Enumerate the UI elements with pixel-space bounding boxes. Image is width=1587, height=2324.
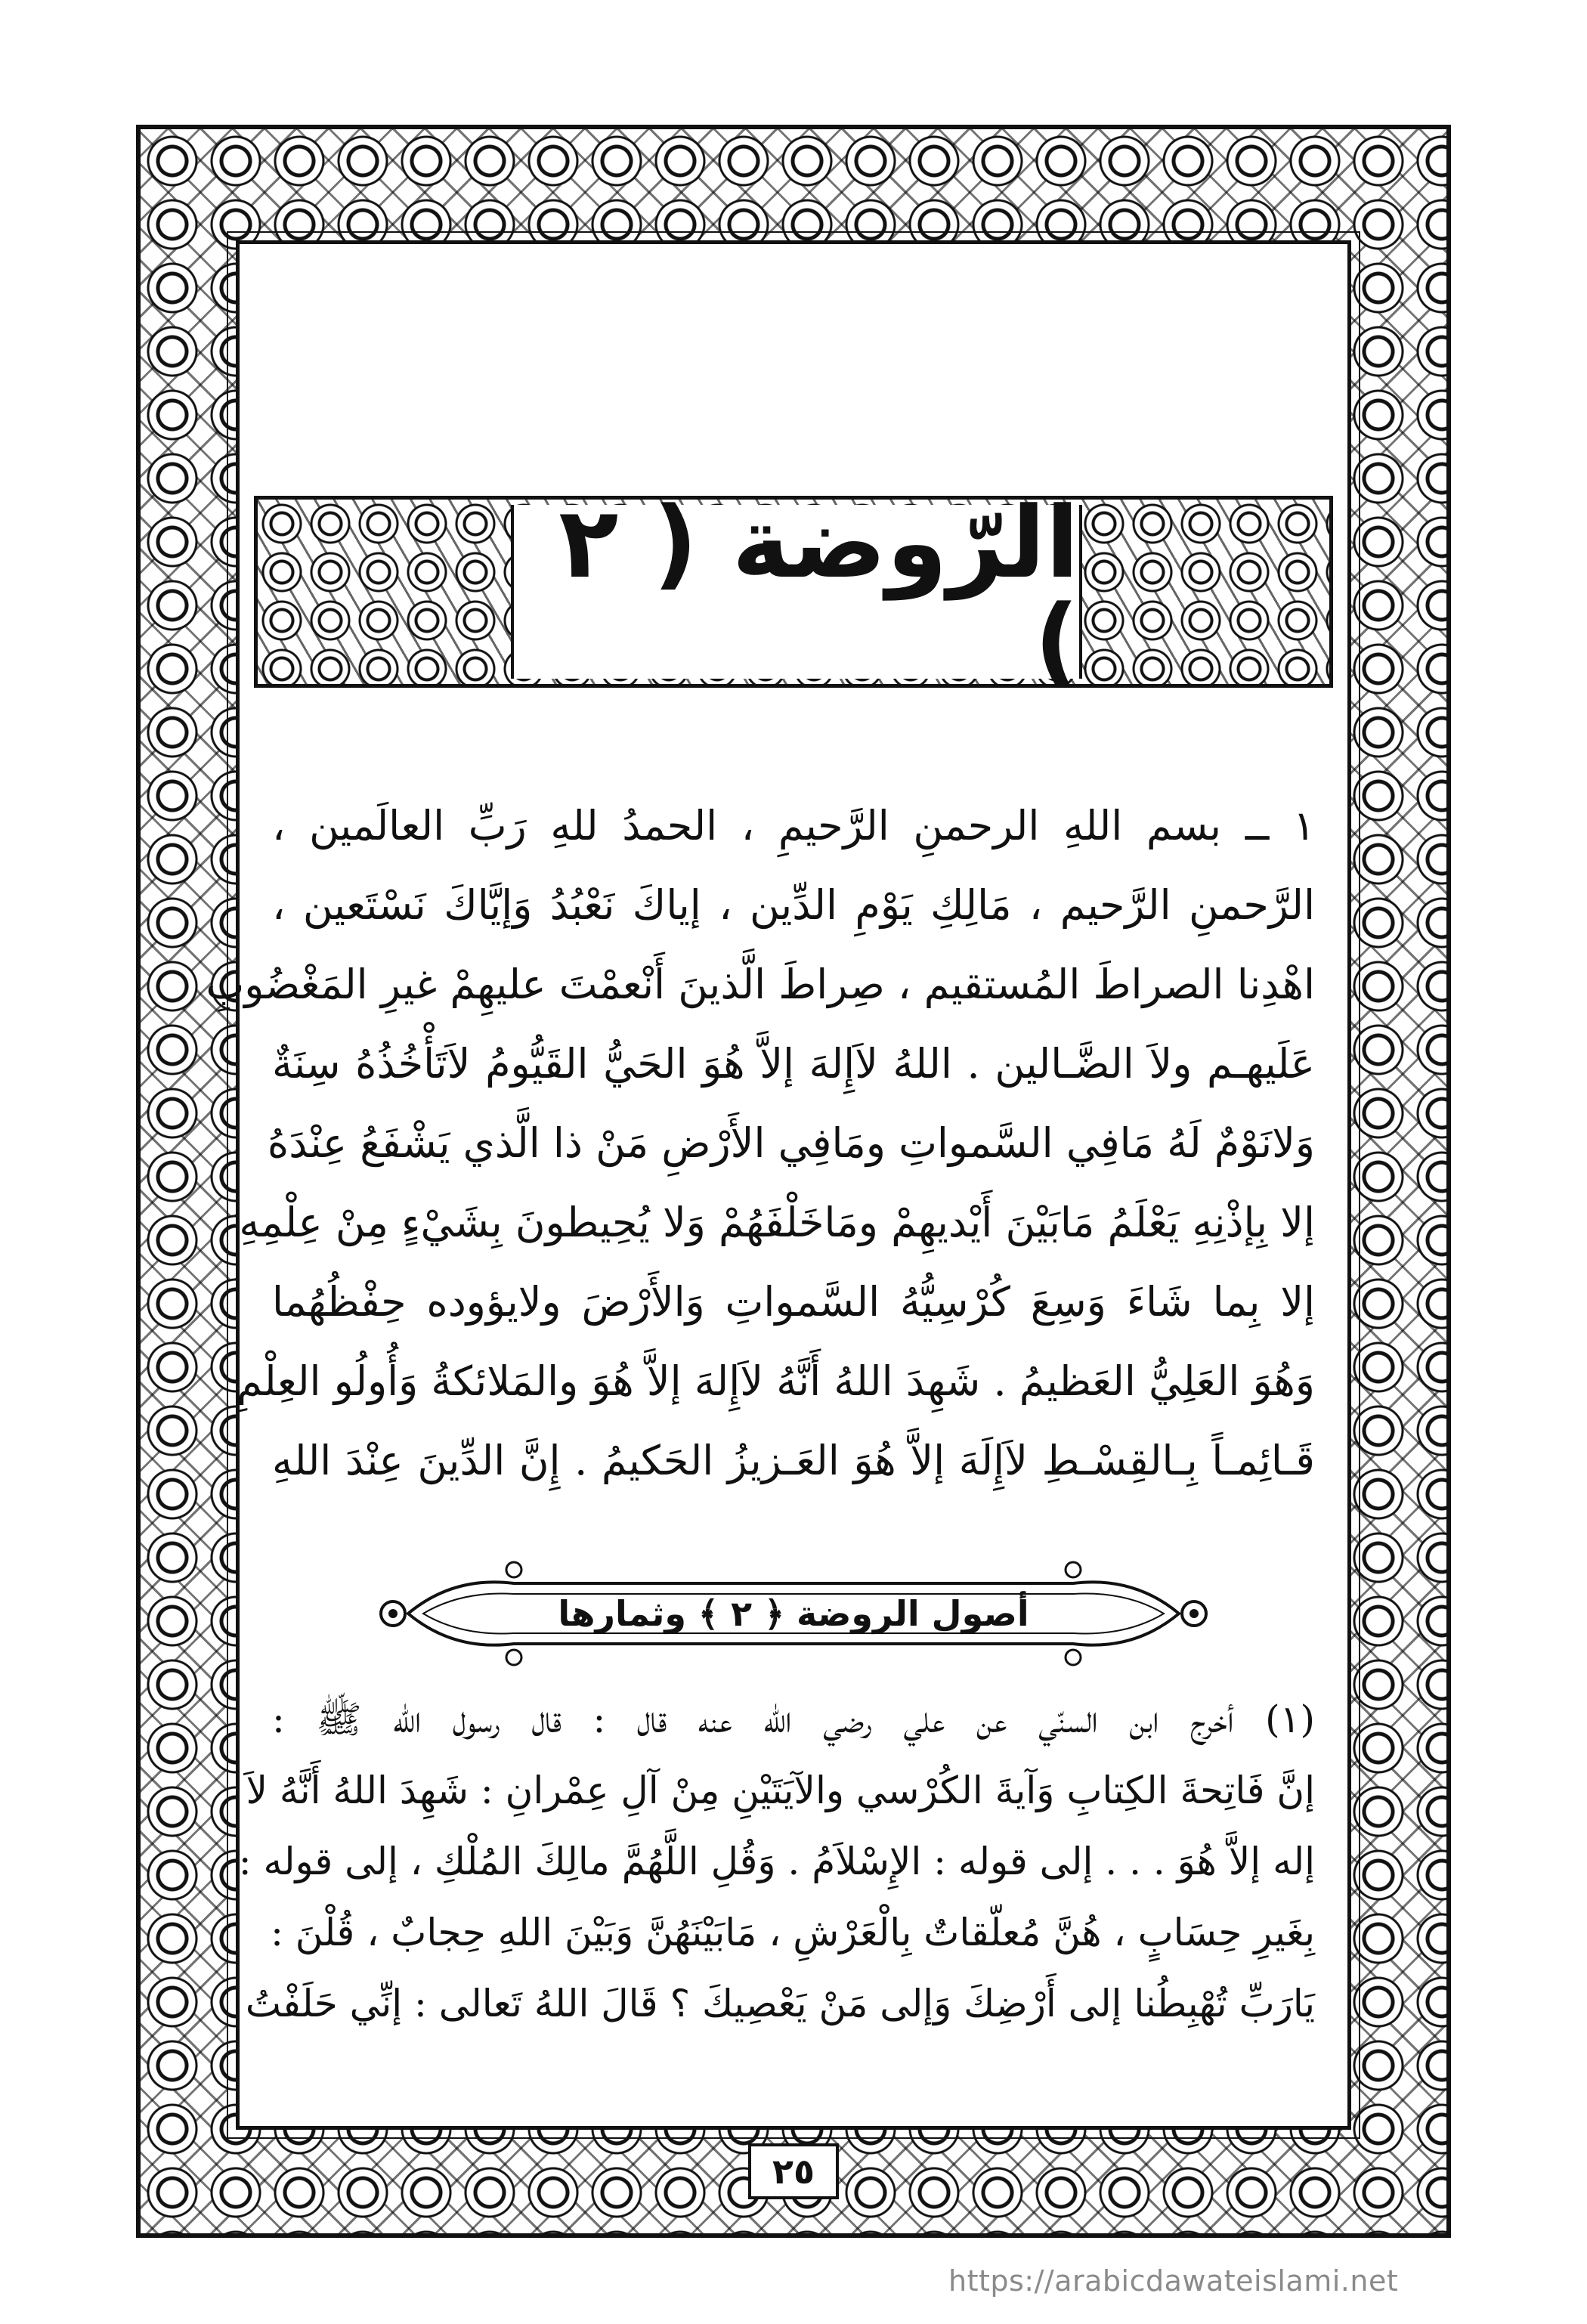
text-line: عَلَيهـم ولاَ الضَّـالين . اللهُ لاَإِلهَ إلاَّ هُوَ الحَيُّ القَيُّومُ لاَتَأْخُذُهُ سِنَةٌ bbox=[272, 1040, 1315, 1088]
text-line: ١ ــ بسم اللهِ الرحمنِ الرَّحيمِ ، الحمدُ للهِ رَبِّ العالَمين ، bbox=[272, 802, 1315, 849]
text-line: وَلانَوْمٌ لَهُ مَافِي السَّمواتِ ومَافِي الأَرْضِ مَنْ ذا الَّذي يَشْفَعُ عِنْدَهُ bbox=[267, 1119, 1315, 1167]
note-line: بِغَيرِ حِسَابٍ ، هُنَّ مُعلّقاتٌ بِالْعَرْشِ ، مَابَيْنَهُنَّ وَبَيْنَ اللهِ حِجابٌ ، قُلْنَ : bbox=[271, 1911, 1315, 1954]
main-text bbox=[206, 786, 1315, 1500]
page-number: ٢٥ bbox=[748, 2143, 839, 2199]
title-plate bbox=[511, 485, 1082, 698]
text-line: الرَّحمنِ الرَّحيم ، مَالِكِ يَوْمِ الدِّين ، إياكَ نَعْبُدُ وَإيَّاكَ نَسْتَعين ، bbox=[272, 881, 1315, 929]
text-line: اهْدِنا الصراطَ المُستقيم ، صِراطَ الَّذينَ أَنْعمْتَ عليهِمْ غيرِ المَغْضُوبِ bbox=[206, 961, 1315, 1008]
text-line: إلا بِإذْنِهِ يَعْلَمُ مَابَيْنَ أَيْديهِمْ ومَاخَلْفَهُمْ وَلا يُحِيطونَ بِشَيْءٍ مِنْ عِلْمِهِ bbox=[239, 1199, 1315, 1246]
text-line: وَهُوَ العَلِيُّ العَظيمُ . شَهِدَ اللهُ أَنَّهُ لاَإِلهَ إلاَّ هُوَ والمَلائكةُ وَأُولُو العِلْمِ bbox=[237, 1357, 1315, 1405]
footnote-text bbox=[238, 1684, 1315, 2039]
page-title: الرّوضة ( ٢ ) bbox=[558, 485, 1079, 698]
section-title: أصول الروضة ﴿ ٢ ﴾ وثمارها bbox=[558, 1593, 1029, 1634]
section-header bbox=[363, 1561, 1224, 1666]
note-line: (١) أخرج ابن السنّي عن علي رضي الله عنه قال : قال رسول الله ﷺ : bbox=[272, 1697, 1315, 1741]
text-line: قَـائِمـاً بِـالقِسْـطِ لاَإِلَهَ إلاَّ هُوَ العَـزيزُ الحَكيمُ . إِنَّ الدِّينَ عِنْدَ اللهِ bbox=[272, 1437, 1315, 1484]
text-line: إلا بِما شَاءَ وَسِعَ كُرْسِيُّهُ السَّمواتِ وَالأَرْضَ ولايؤوده حِفْظُهُما bbox=[272, 1278, 1315, 1326]
note-line: يَارَبِّ تُهْبِطُنا إلى أَرْضِكَ وَإلى مَنْ يَعْصِيكَ ؟ قَالَ اللهُ تَعالى : إنِّي حَلَفْتُ bbox=[245, 1982, 1315, 2025]
note-line: إنَّ فَاتِحةَ الكِتابِ وَآيةَ الكُرْسي والآيَتَيْنِ مِنْ آلِ عِمْرانِ : شَهِدَ اللهُ أَنَّهُ لاَ bbox=[246, 1769, 1315, 1812]
note-line: إله إلاَّ هُوَ . . . إلى قوله : الإِسْلاَمُ . وَقُلِ اللَّهُمَّ مالِكَ المُلْكِ ، إلى قوله : bbox=[238, 1840, 1315, 1883]
watermark-url: https://arabicdawateislami.net bbox=[948, 2264, 1399, 2298]
